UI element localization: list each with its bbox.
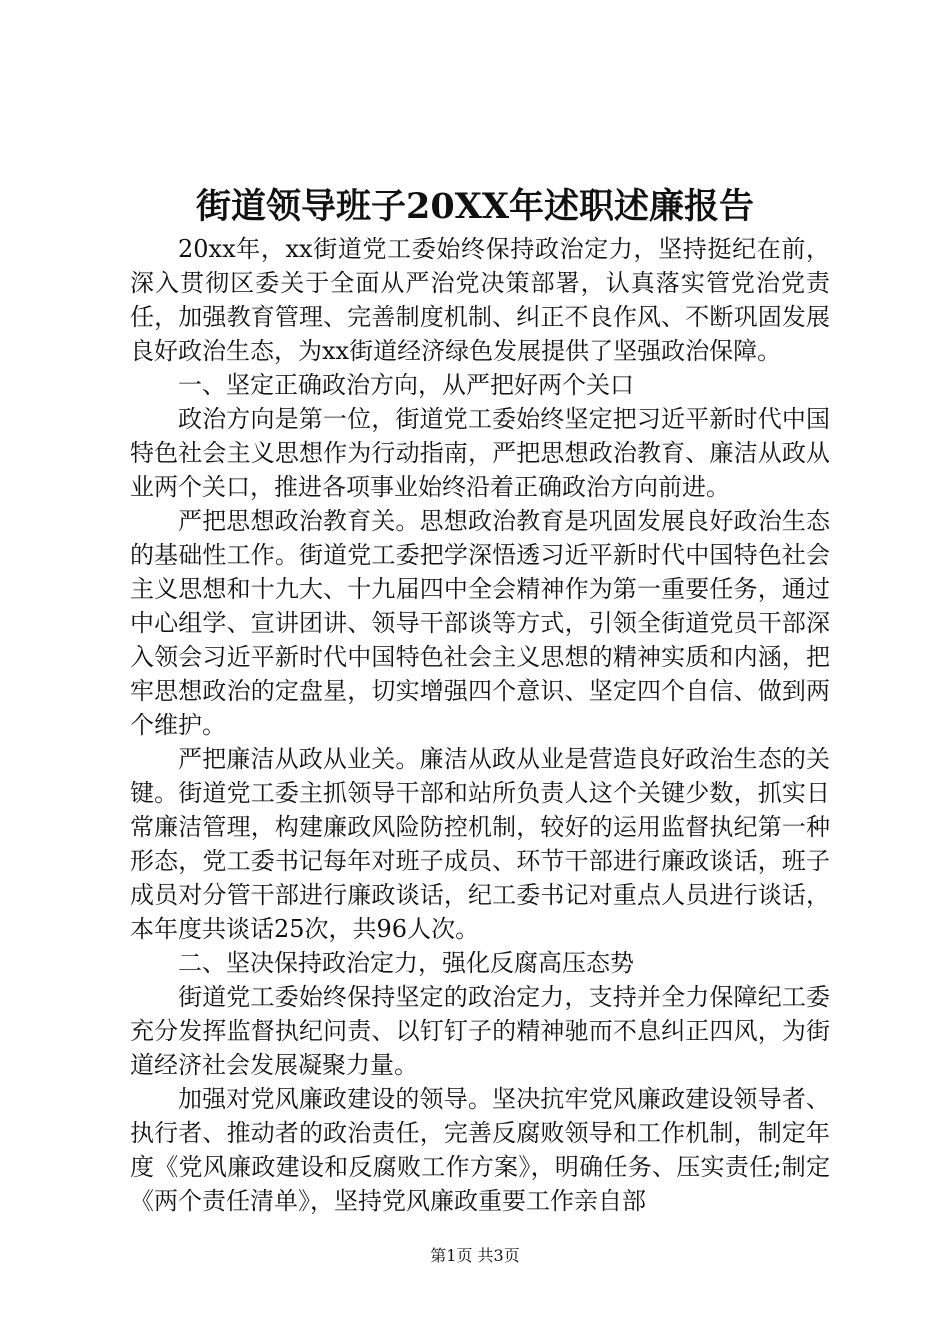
section-heading-2: 二、坚决保持政治定力，强化反腐高压态势 (178, 949, 634, 977)
page-footer: 第1页 共3页 (430, 1246, 520, 1265)
section-heading-1: 一、坚定正确政治方向，从严把好两个关口 (178, 371, 634, 399)
paragraph: 政治方向是第一位，街道党工委始终坚定把习近平新时代中国特色社会主义思想作为行动指南，严把思想政治教育、廉洁从政从业两个关口，推进各项事业始终沿着正确政治方向前进。 (130, 405, 830, 501)
document-title: 街道领导班子20XX年述职述廉报告 (195, 186, 755, 227)
paragraph: 严把廉洁从政从业关。廉洁从政从业是营造良好政治生态的关键。街道党工委主抓领导干部和站所负责人这个关键少数，抓实日常廉洁管理，构建廉政风险防控机制，较好的运用监督执纪第一种形态，党工委书记每年对班子成员、环节干部进行廉政谈话，班子成员对分管干部进行廉政谈话，纪工委书记对重点人员进行谈话，本年度共谈话25次，共96人次。 (130, 745, 830, 943)
paragraph: 严把思想政治教育关。思想政治教育是巩固发展良好政治生态的基础性工作。街道党工委把学深悟透习近平新时代中国特色社会主义思想和十九大、十九届四中全会精神作为第一重要任务，通过中心组学、宣讲团讲、领导干部谈等方式，引领全街道党员干部深入领会习近平新时代中国特色社会主义思想的精神实质和内涵，把牢思想政治的定盘星，切实增强四个意识、坚定四个自信、做到两个维护。 (130, 507, 830, 739)
paragraph: 加强对党风廉政建设的领导。坚决抗牢党风廉政建设领导者、执行者、推动者的政治责任，完善反腐败领导和工作机制，制定年度《党风廉政建设和反腐败工作方案》，明确任务、压实责任;制定《两个责任清单》，坚持党风廉政重要工作亲自部 (130, 1085, 830, 1215)
paragraph-intro: 20xx年，xx街道党工委始终保持政治定力，坚持挺纪在前，深入贯彻区委关于全面从严治党决策部署，认真落实管党治党责任，加强教育管理、完善制度机制、纠正不良作风、不断巩固发展良好政治生态，为xx街道经济绿色发展提供了坚强政治保障。 (130, 235, 830, 365)
document-body (130, 232, 830, 1218)
paragraph: 街道党工委始终保持坚定的政治定力，支持并全力保障纪工委充分发挥监督执纪问责、以钉钉子的精神驰而不息纠正四风，为街道经济社会发展凝聚力量。 (130, 983, 830, 1079)
